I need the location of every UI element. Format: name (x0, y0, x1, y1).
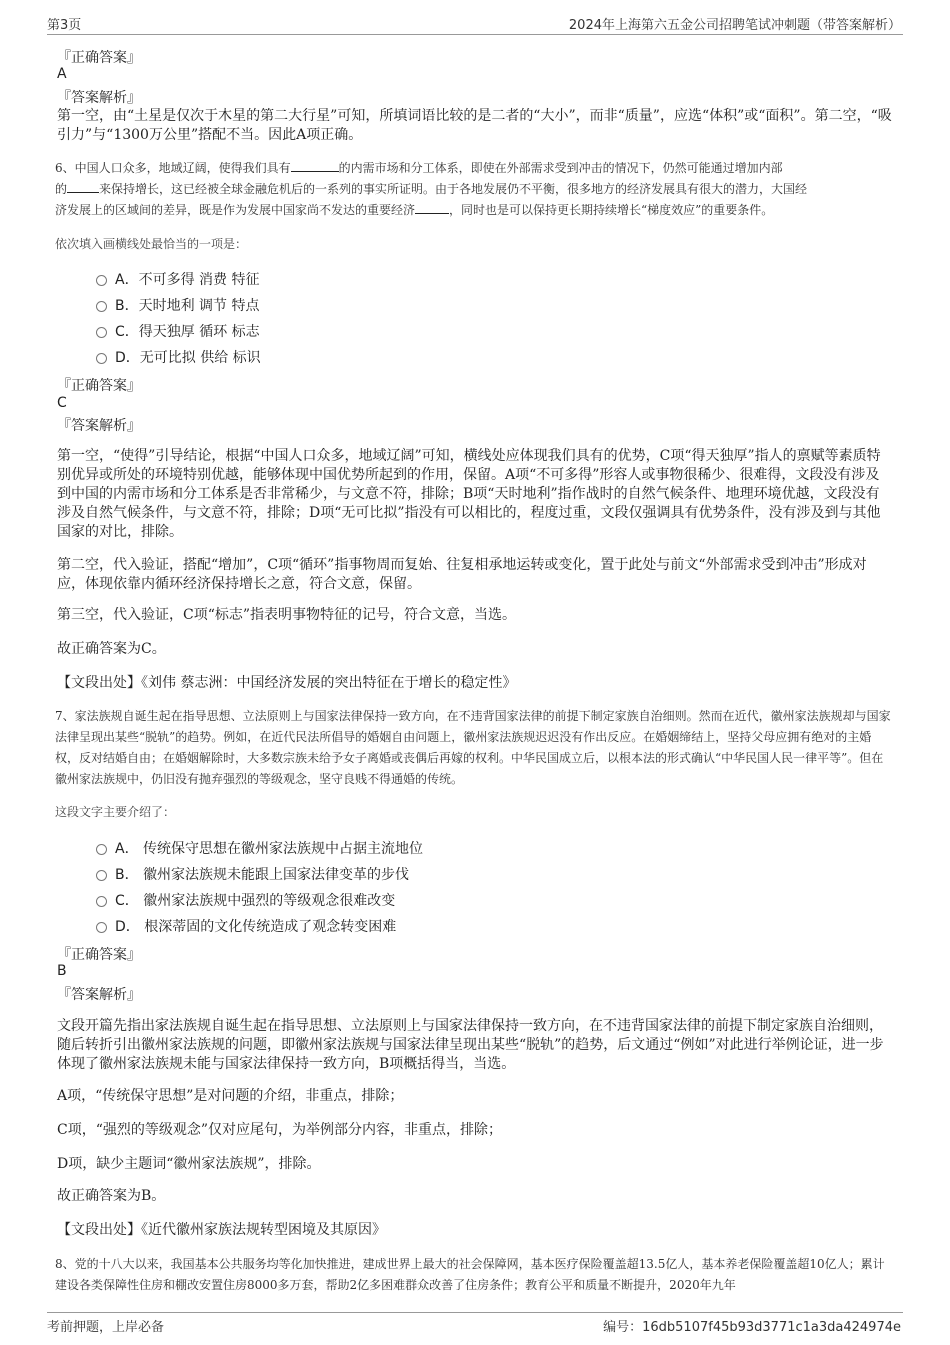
document-title: 2024年上海第六五金公司招聘笔试冲刺题（带答案解析） (568, 18, 901, 33)
radio-icon[interactable] (96, 353, 107, 364)
analysis-label: 『答案解析』 (57, 987, 141, 1003)
page-header (47, 14, 903, 35)
page-number: 第3页 (47, 18, 82, 33)
analysis-label: 『答案解析』 (57, 90, 141, 106)
q7-conclusion: 故正确答案为B。 (57, 1188, 166, 1204)
radio-icon[interactable] (96, 301, 107, 312)
q7-stem: 7、家法族规自诞生起在指导思想、立法原则上与国家法律保持一致方向，在不违背国家法律的前提下制定家族自治细则。然而在近代，徽州家法族规却与国家法律呈现出某些“脱轨”的趋势。例如，在近代民法所倡导的婚姻自由问题上，徽州家法族规迟迟没有作出反应。在婚姻缔结上，坚持父母应拥有绝对的主婚权，反对结婚自由；在婚姻解除时，大多数宗族未给予女子离婚或丧偶后再嫁的权利。中华民国成立后，以根本法的形式确认“中华民国人民一律平等”。但在徽州家法族规中，仍旧没有抛弃强烈的等级观念，坚守良贱不得通婚的传统。 (55, 709, 891, 786)
q6-prompt: 依次填入画横线处最恰当的一项是： (55, 237, 248, 251)
answer-label: 『正确答案』 (57, 378, 141, 394)
q6-stem: 6、中国人口众多，地域辽阔，使得我们具有 的内需市场和分工体系，即使在外部需求受到冲击的情况下，仍然可能通过增加内部 的 来保持增长，这已经被全球金融危机后的一系列的事实所证明。由于各地发展仍不平衡，很多地方的经济发展具有很大的潜力，大国经 济发展上的区域间的差异，既是作为发展中国家尚不发达的重要经济 ，同时也是可以保持更长期持续增长“梯度效应”的重要条件。 (55, 161, 808, 217)
q7-prompt: 这段文字主要介绍了： (55, 805, 176, 819)
q6-analysis-2: 第二空，代入验证，搭配“增加”，C项“循环”指事物周而复始、往复相承地运转或变化，置于此处与前文“外部需求受到冲击”形成对应，体现依靠内循环经济保持增长之意，符合文意，保留。 (57, 557, 867, 592)
blank-line (415, 201, 449, 214)
radio-icon[interactable] (96, 844, 107, 855)
q8-stem: 8、党的十八大以来，我国基本公共服务均等化加快推进，建成世界上最大的社会保障网，基本医疗保险覆盖超13.5亿人，基本养老保险覆盖超10亿人；累计建设各类保障性住房和棚改安置住房8000多万套，帮助2亿多困难群众改善了住房条件；教育公平和质量不断提升，2020年九年 (55, 1257, 885, 1292)
radio-icon[interactable] (96, 896, 107, 907)
q7-analysis-4: D项，缺少主题词“徽州家法族规”，排除。 (57, 1156, 321, 1172)
q7-source: 【文段出处】《近代徽州家族法规转型困境及其原因》 (57, 1222, 386, 1238)
q6-option-b[interactable]: B．天时地利 调节 特点 (96, 295, 260, 315)
q5-analysis: 第一空，由“土星是仅次于木星的第二大行星”可知，所填词语比较的是二者的“大小”，而非“质量”，应选“体积”或“面积”。第二空，“吸引力”与“1300万公里”搭配不当。因此A项正确。 (57, 108, 892, 143)
q6-source: 【文段出处】《刘伟 蔡志洲：中国经济发展的突出特征在于增长的稳定性》 (57, 675, 517, 691)
answer-label: 『正确答案』 (57, 947, 141, 963)
blank-line (67, 180, 99, 193)
q7-option-c[interactable]: C． 徽州家法族规中强烈的等级观念很难改变 (96, 890, 395, 910)
q7-analysis-2: A项，“传统保守思想”是对问题的介绍，非重点，排除； (57, 1088, 404, 1104)
q6-answer: C (57, 395, 67, 411)
document-code: 编号：16db5107f45b93d3771c1a3da424974e (603, 1320, 901, 1335)
q5-answer: A (57, 66, 67, 82)
radio-icon[interactable] (96, 922, 107, 933)
q7-analysis-3: C项，“强烈的等级观念”仅对应尾句，为举例部分内容，非重点，排除； (57, 1122, 503, 1138)
q7-option-b[interactable]: B． 徽州家法族规未能跟上国家法律变革的步伐 (96, 864, 409, 884)
radio-icon[interactable] (96, 275, 107, 286)
q6-option-a[interactable]: A．不可多得 消费 特征 (96, 269, 259, 289)
q7-option-d[interactable]: D． 根深蒂固的文化传统造成了观念转变困难 (96, 916, 396, 936)
q6-analysis-3: 第三空，代入验证，C项“标志”指表明事物特征的记号，符合文意，当选。 (57, 607, 517, 623)
answer-label: 『正确答案』 (57, 50, 141, 66)
q7-answer: B (57, 963, 67, 979)
footer-slogan: 考前押题，上岸必备 (47, 1320, 165, 1335)
radio-icon[interactable] (96, 870, 107, 881)
q6-option-d[interactable]: D．无可比拟 供给 标识 (96, 347, 261, 367)
blank-line (291, 159, 339, 172)
q6-conclusion: 故正确答案为C。 (57, 641, 166, 657)
q6-analysis-1: 第一空，“使得”引导结论，根据“中国人口众多，地域辽阔”可知，横线处应体现我们具有的优势，C项“得天独厚”指人的禀赋等素质特别优异或所处的环境特别优越，能够体现中国优势所起到的作用，保留。A项“不可多得”形容人或事物很稀少、很难得，文段没有涉及到中国的内需市场和分工体系是否非常稀少，与文意不符，排除；B项“天时地利”指作战时的自然气候条件、地理环境优越，文段没有涉及自然气候条件，与文意不符，排除；D项“无可比拟”指没有可以相比的，程度过重，文段仅强调具有优势条件，没有涉及到与其他国家的对比，排除。 (57, 448, 881, 540)
q7-option-a[interactable]: A． 传统保守思想在徽州家法族规中占据主流地位 (96, 838, 423, 858)
q6-option-c[interactable]: C．得天独厚 循环 标志 (96, 321, 260, 341)
radio-icon[interactable] (96, 327, 107, 338)
analysis-label: 『答案解析』 (57, 418, 141, 434)
q7-analysis-1: 文段开篇先指出家法族规自诞生起在指导思想、立法原则上与国家法律保持一致方向，在不违背国家法律的前提下制定家族自治细则，随后转折引出徽州家法族规的问题，即徽州家法族规与国家法律呈现出某些“脱轨”的趋势，后文通过“例如”对此进行举例论证，进一步体现了徽州家法族规未能与国家法律保持一致方向，B项概括得当，当选。 (57, 1018, 884, 1072)
page-footer (47, 1312, 903, 1335)
